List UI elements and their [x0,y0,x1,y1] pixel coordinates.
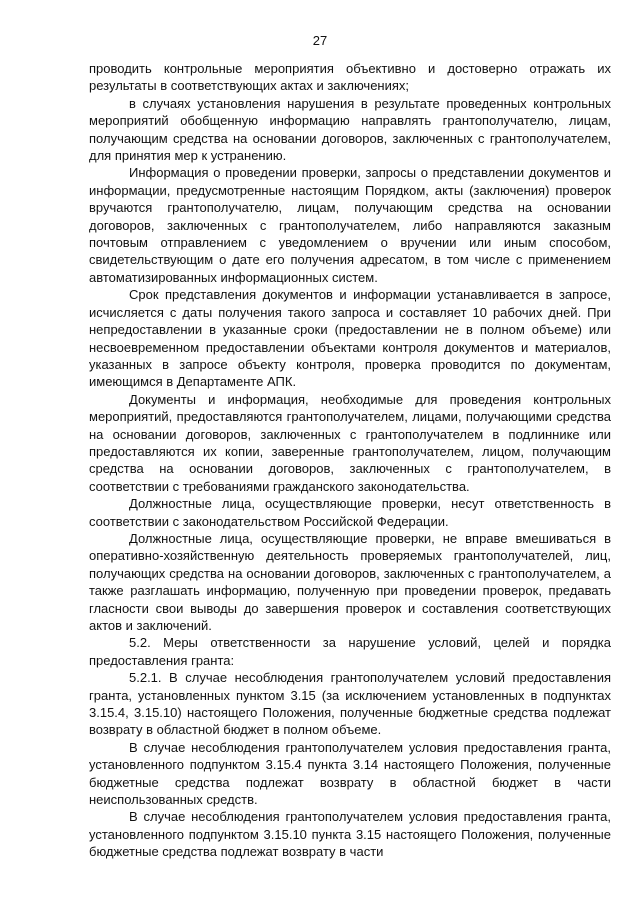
section-heading: 5.2. Меры ответственности за нарушение условий, целей и порядка предоставления гранта: [89,635,611,668]
paragraph: проводить контрольные мероприятия объективно и достоверно отражать их результаты в соответствующих актах и заключениях; [89,61,611,94]
paragraph: в случаях установления нарушения в результате проведенных контрольных мероприятий обобщенную информацию направлять грантополучателю, лицам, получающим средства на основании договоров, заключенных с грантополучателем, для принятия мер к устранению. [89,95,611,164]
paragraph: В случае несоблюдения грантополучателем условия предоставления гранта, установленного подпунктом 3.15.4 пункта 3.14 настоящего Положения, полученные бюджетные средства подлежат возврату в областной бюджет в части неиспользованных средств. [89,739,611,808]
page-number: 27 [312,33,328,48]
paragraph: Должностные лица, осуществляющие проверки, не вправе вмешиваться в оперативно-хозяйственную деятельность проверяемых грантополучателей, лиц, получающих средства на основании договоров, заключенных с грантополучателем, а также разглашать информацию, полученную при проведении проверок, предавать гласности свои выводы до завершения проверок и составления соответствующих актов и заключений. [89,530,611,633]
body-text [89,60,611,861]
paragraph: Документы и информация, необходимые для проведения контрольных мероприятий, предоставляются грантополучателем, лицами, получающими средства на основании договоров, заключенных с грантополучателем в подлиннике или предоставляются их копии, заверенные грантополучателем, лицом, получающим средства на основании договоров, заключенных с грантополучателем, в соответствии с требованиями гражданского законодательства. [89,391,611,494]
paragraph: Информация о проведении проверки, запросы о представлении документов и информации, предусмотренные настоящим Порядком, акты (заключения) проверок вручаются грантополучателю, лицам, получающим средства на основании договоров, заключенных с грантополучателем, либо направляются заказным почтовым отправлением с уведомлением о вручении или иным способом, свидетельствующим о дате его получения адресатом, в том числе с применением автоматизированных информационных систем. [89,165,611,285]
paragraph: 5.2.1. В случае несоблюдения грантополучателем условий предоставления гранта, установленных пунктом 3.15 (за исключением установленных в подпунктах 3.15.4, 3.15.10) настоящего Положения, полученные бюджетные средства подлежат возврату в областной бюджет в полном объеме. [89,670,611,738]
paragraph: Срок представления документов и информации устанавливается в запросе, исчисляется с даты получения такого запроса и составляет 10 рабочих дней. При непредоставлении в указанные сроки (предоставлении не в полном объеме) или несвоевременном предоставлении объектами контроля документов и материалов, указанных в запросе объекту контроля, проверка проводится по документам, имеющимся в Департаменте АПК. [89,287,611,390]
paragraph: Должностные лица, осуществляющие проверки, несут ответственность в соответствии с законодательством Российской Федерации. [89,496,611,529]
paragraph: В случае несоблюдения грантополучателем условия предоставления гранта, установленного подпунктом 3.15.10 пункта 3.15 настоящего Положения, полученные бюджетные средства подлежат возврату в части [89,809,611,860]
